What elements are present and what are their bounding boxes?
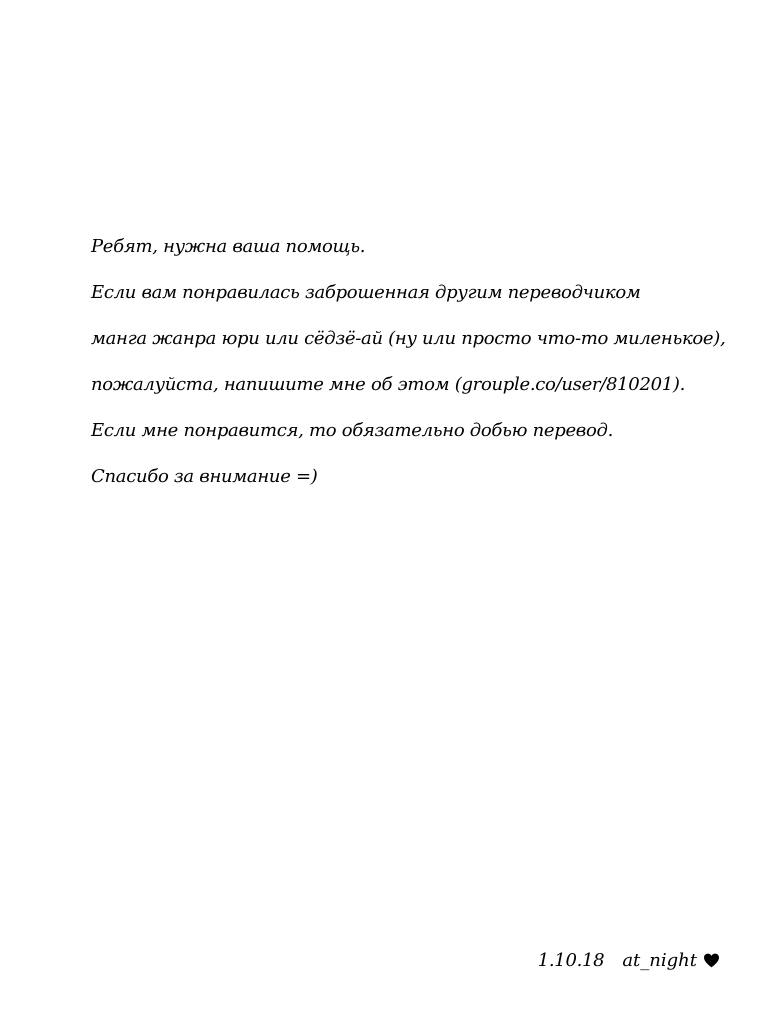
heart-icon <box>703 953 720 968</box>
signature <box>538 950 720 971</box>
message-line-1: Ребят, нужна ваша помощь. <box>91 236 366 257</box>
message-line-3: манга жанра юри или сёдзё-ай (ну или просто что-то миленькое), <box>91 328 726 349</box>
message-line-5: Если мне понравится, то обязательно добью перевод. <box>91 420 614 441</box>
signature-author-block <box>622 950 720 971</box>
signature-date: 1.10.18 <box>537 950 605 971</box>
message-block <box>91 230 731 506</box>
message-line-2: Если вам понравилась заброшенная другим переводчиком <box>91 282 641 303</box>
message-line-4: пожалуйста, напишите мне об этом (grouple.co/user/810201). <box>91 374 686 395</box>
signature-author: at_night <box>622 950 697 971</box>
message-line-6: Спасибо за внимание =) <box>91 466 318 487</box>
